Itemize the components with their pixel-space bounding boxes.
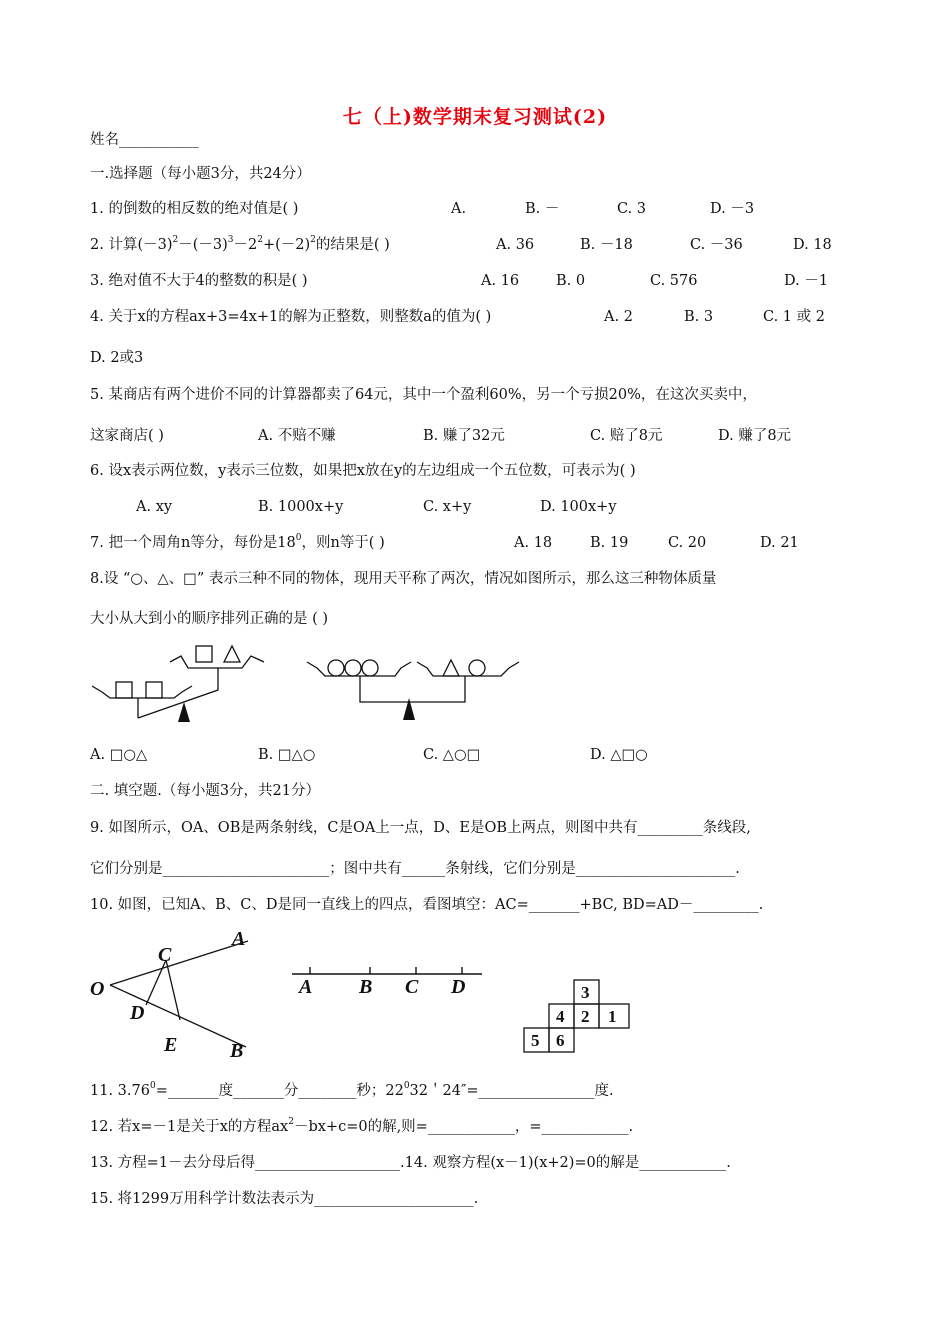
q6-option-b: B. 1000x+y <box>258 499 344 515</box>
degree-mark: 0 <box>295 533 302 543</box>
net-cell-label: 6 <box>556 1031 565 1050</box>
q2-exponent: 3 <box>227 235 234 245</box>
q6-option-a: A. xy <box>136 499 173 515</box>
question-7-stem <box>90 533 385 553</box>
q2-stem-part: +(－2) <box>262 237 311 253</box>
q2-option-a: A. 36 <box>496 237 535 253</box>
question-15: 15. 将1299万用科学计数法表示为______________________. <box>90 1191 479 1207</box>
q3-option-c: C. 576 <box>650 273 698 289</box>
q5-option-b: B. 赚了32元 <box>423 428 505 444</box>
net-cell-label: 3 <box>581 983 590 1002</box>
point-d-label: D <box>130 1002 145 1024</box>
q12-part: －bx+c=0的解,则=____________，=____________. <box>293 1119 634 1135</box>
point-c-label: C <box>405 976 419 998</box>
rays-triangle-figure <box>88 925 263 1065</box>
question-1-stem: 1. 的倒数的相反数的绝对值是( ) <box>90 201 299 217</box>
question-8-stem-cont: 大小从大到小的顺序排列正确的是 ( ) <box>90 611 329 627</box>
q7-stem-part: 7. 把一个周角n等分，每份是18 <box>90 535 296 551</box>
q7-option-d: D. 21 <box>760 535 799 551</box>
q2-exponent: 2 <box>257 235 263 245</box>
q3-option-b: B. 0 <box>556 273 586 289</box>
net-cell-label: 5 <box>531 1031 540 1050</box>
point-a-label: A <box>299 976 313 998</box>
degree-mark: 0 <box>403 1081 410 1091</box>
question-10: 10. 如图，已知A、B、C、D是同一直线上的四点，看图填空：AC=_______+BC, BD=AD－_________. <box>90 897 764 913</box>
q11-part: 11. 3.76 <box>90 1083 150 1099</box>
q8-option-d: D. △□○ <box>590 747 648 763</box>
q2-stem-part: 的结果是( ) <box>315 237 390 253</box>
q8-option-a: A. □○△ <box>90 747 148 763</box>
q3-option-a: A. 16 <box>481 273 520 289</box>
net-cell-label: 4 <box>556 1007 565 1026</box>
q4-option-b: B. 3 <box>684 309 714 325</box>
q11-part: 32＇24″=________________度. <box>409 1083 614 1099</box>
q2-stem-part: －2 <box>233 237 258 253</box>
question-9-line-2: 它们分别是_______________________；图中共有______条射线，它们分别是______________________. <box>90 861 740 877</box>
point-a-label: A <box>232 928 246 950</box>
q2-exponent: 2 <box>310 235 316 245</box>
q7-stem-part: ，则n等于( ) <box>301 535 385 551</box>
q2-option-d: D. 18 <box>793 237 832 253</box>
net-cell-label: 2 <box>581 1007 590 1026</box>
question-12 <box>90 1117 633 1137</box>
q2-exponent: 2 <box>172 235 179 245</box>
question-5-stem-cont: 这家商店( ) <box>90 428 164 444</box>
q7-option-b: B. 19 <box>590 535 629 551</box>
question-2-stem <box>90 235 390 255</box>
question-1 <box>90 199 298 219</box>
cube-net-figure <box>522 978 634 1054</box>
point-c-label: C <box>158 944 172 966</box>
question-6-stem: 6. 设x表示两位数，y表示三位数，如果把x放在y的左边组成一个五位数，可表示为( ) <box>90 463 636 479</box>
q7-option-c: C. 20 <box>668 535 707 551</box>
q5-option-c: C. 赔了8元 <box>590 428 663 444</box>
q2-option-c: C. －36 <box>690 237 743 253</box>
q4-option-c: C. 1 或 2 <box>763 309 825 325</box>
point-d-label: D <box>451 976 466 998</box>
balance-figure-2 <box>305 640 525 725</box>
q5-option-a: A. 不赔不赚 <box>258 428 336 444</box>
q2-stem-part: －(－3) <box>178 237 228 253</box>
q1-option-d: D. －3 <box>710 201 755 217</box>
q8-option-c: C. △○□ <box>423 747 481 763</box>
question-8-stem: 8.设 “○、△、□” 表示三种不同的物体，现用天平称了两次，情况如图所示，那么这三种物体质量 <box>90 571 717 587</box>
page-title: 七（上)数学期末复习测试(2) <box>342 106 608 128</box>
balance-figure-1 <box>88 640 278 725</box>
question-3-stem: 3. 绝对值不大于4的整数的积是( ) <box>90 273 308 289</box>
degree-mark: 0 <box>149 1081 156 1091</box>
question-13-14: 13. 方程=1－去分母后得____________________.14. 观察方程(x－1)(x+2)=0的解是____________. <box>90 1155 731 1171</box>
name-field-line: 姓名___________ <box>90 132 199 148</box>
q3-option-d: D. －1 <box>784 273 829 289</box>
point-e-label: E <box>164 1034 178 1056</box>
question-5-stem: 5. 某商店有两个进价不同的计算器都卖了64元，其中一个盈利60%，另一个亏损20%，在这次买卖中， <box>90 387 757 403</box>
question-11 <box>90 1081 614 1101</box>
q4-option-d: D. 2或3 <box>90 350 144 366</box>
fulcrum-icon <box>403 698 415 720</box>
fulcrum-icon <box>178 702 190 722</box>
net-cell-label: 1 <box>608 1007 617 1026</box>
q8-option-b: B. □△○ <box>258 747 316 763</box>
point-b-label: B <box>230 1040 244 1062</box>
q6-option-d: D. 100x+y <box>540 499 617 515</box>
q2-stem-part: 2. 计算(－3) <box>90 237 173 253</box>
section-2-heading: 二. 填空题.（每小题3分，共21分） <box>90 783 321 799</box>
question-4-stem: 4. 关于x的方程ax+3=4x+1的解为正整数，则整数a的值为( ) <box>90 309 492 325</box>
q1-option-c: C. 3 <box>617 201 647 217</box>
section-1-heading: 一.选择题（每小题3分，共24分） <box>90 166 311 182</box>
q12-part: 12. 若x=－1是关于x的方程ax <box>90 1119 289 1135</box>
q6-option-c: C. x+y <box>423 499 472 515</box>
q2-option-b: B. －18 <box>580 237 633 253</box>
question-9-line-1: 9. 如图所示，OA、OB是两条射线，C是OA上一点，D、E是OB上两点，则图中共有_________条线段, <box>90 820 751 836</box>
q7-option-a: A. 18 <box>514 535 553 551</box>
point-o-label: O <box>90 978 105 1000</box>
q4-option-a: A. 2 <box>604 309 633 325</box>
q5-option-d: D. 赚了8元 <box>718 428 792 444</box>
q12-exponent: 2 <box>288 1117 294 1127</box>
q1-option-a: A. <box>451 201 467 217</box>
q1-option-b: B. － <box>525 201 560 217</box>
point-b-label: B <box>359 976 373 998</box>
q11-part: =_______度_______分________秒；22 <box>155 1083 404 1099</box>
line-abcd-figure <box>290 960 485 1000</box>
